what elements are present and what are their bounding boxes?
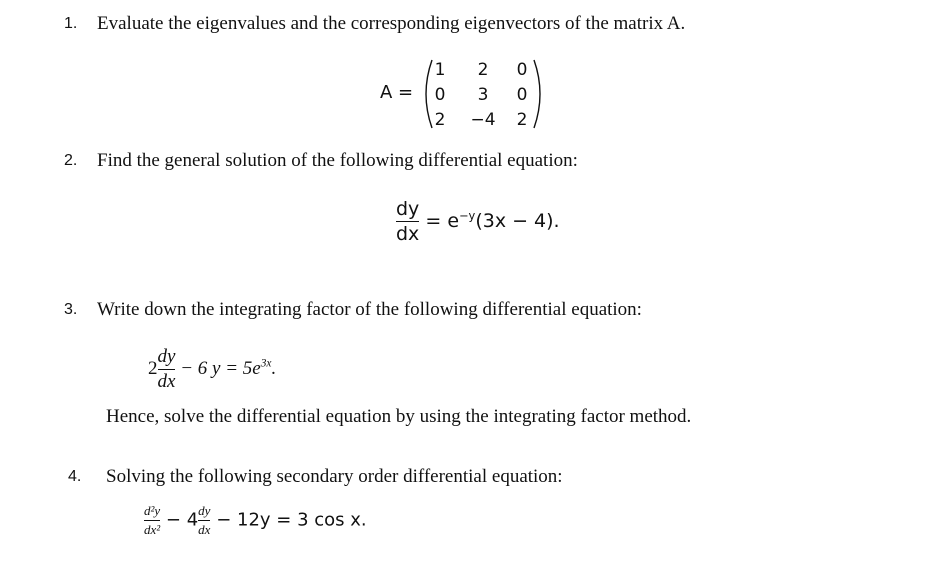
matrix-left-paren bbox=[426, 60, 432, 128]
fraction-bar bbox=[144, 520, 160, 521]
equation-4 bbox=[144, 503, 367, 538]
matrix-cell: 2 bbox=[477, 60, 489, 80]
question-2-text: Find the general solution of the following differential equation: bbox=[97, 150, 578, 171]
eq4-fraction-1 bbox=[144, 503, 160, 538]
eq2-rhs-base: = e bbox=[425, 210, 460, 232]
question-1-text: Evaluate the eigenvalues and the corresponding eigenvectors of the matrix A. bbox=[97, 13, 686, 34]
eq3-numerator: dy bbox=[157, 346, 176, 367]
matrix-cell: −4 bbox=[470, 110, 496, 130]
eq3-tail: . bbox=[271, 357, 277, 379]
eq4-numerator-2: dy bbox=[198, 503, 211, 518]
eq3-denominator: dx bbox=[157, 371, 176, 392]
fraction-bar bbox=[158, 369, 176, 370]
question-4-number: 4. bbox=[68, 468, 82, 485]
matrix-cell: 0 bbox=[516, 60, 528, 80]
question-4-text: Solving the following secondary order differential equation: bbox=[106, 466, 563, 487]
eq4-tail: − 12y = 3 cos x. bbox=[216, 509, 367, 531]
matrix-cell: 2 bbox=[434, 110, 446, 130]
eq4-denominator-1: dx² bbox=[144, 522, 161, 537]
matrix-cell: 2 bbox=[516, 110, 528, 130]
matrix-right-paren bbox=[534, 60, 540, 128]
matrix-cell: 3 bbox=[477, 85, 489, 105]
question-3-followup: Hence, solve the differential equation by using the integrating factor method. bbox=[106, 406, 692, 427]
question-1-number: 1. bbox=[64, 15, 78, 32]
matrix-cell: 0 bbox=[434, 85, 446, 105]
eq4-minus-4: − 4 bbox=[165, 509, 199, 531]
fraction-bar bbox=[198, 520, 210, 521]
question-2-number: 2. bbox=[64, 152, 78, 169]
eq2-fraction bbox=[396, 198, 419, 245]
eq3-coefficient: 2 bbox=[148, 357, 158, 379]
eq3-exponent: 3x bbox=[260, 357, 272, 370]
eq3-mid: − 6 y = 5e bbox=[180, 357, 261, 379]
eq2-rhs-tail: (3x − 4). bbox=[475, 210, 560, 232]
matrix-label: A = bbox=[380, 82, 414, 103]
eq2-denominator: dx bbox=[396, 223, 420, 245]
question-3-text: Write down the integrating factor of the following differential equation: bbox=[97, 299, 642, 320]
equation-3 bbox=[148, 346, 276, 393]
equation-2 bbox=[396, 198, 560, 245]
eq2-exponent: −y bbox=[459, 208, 476, 223]
matrix-cell: 0 bbox=[516, 85, 528, 105]
question-3-number: 3. bbox=[64, 301, 78, 318]
eq4-fraction-2 bbox=[198, 503, 210, 538]
eq3-fraction bbox=[158, 346, 176, 393]
matrix-cell: 1 bbox=[434, 60, 446, 80]
eq4-numerator-1: d²y bbox=[144, 503, 161, 518]
fraction-bar bbox=[396, 221, 419, 222]
matrix-a bbox=[418, 56, 548, 132]
eq2-numerator: dy bbox=[396, 198, 420, 220]
eq4-denominator-2: dx bbox=[198, 522, 211, 537]
